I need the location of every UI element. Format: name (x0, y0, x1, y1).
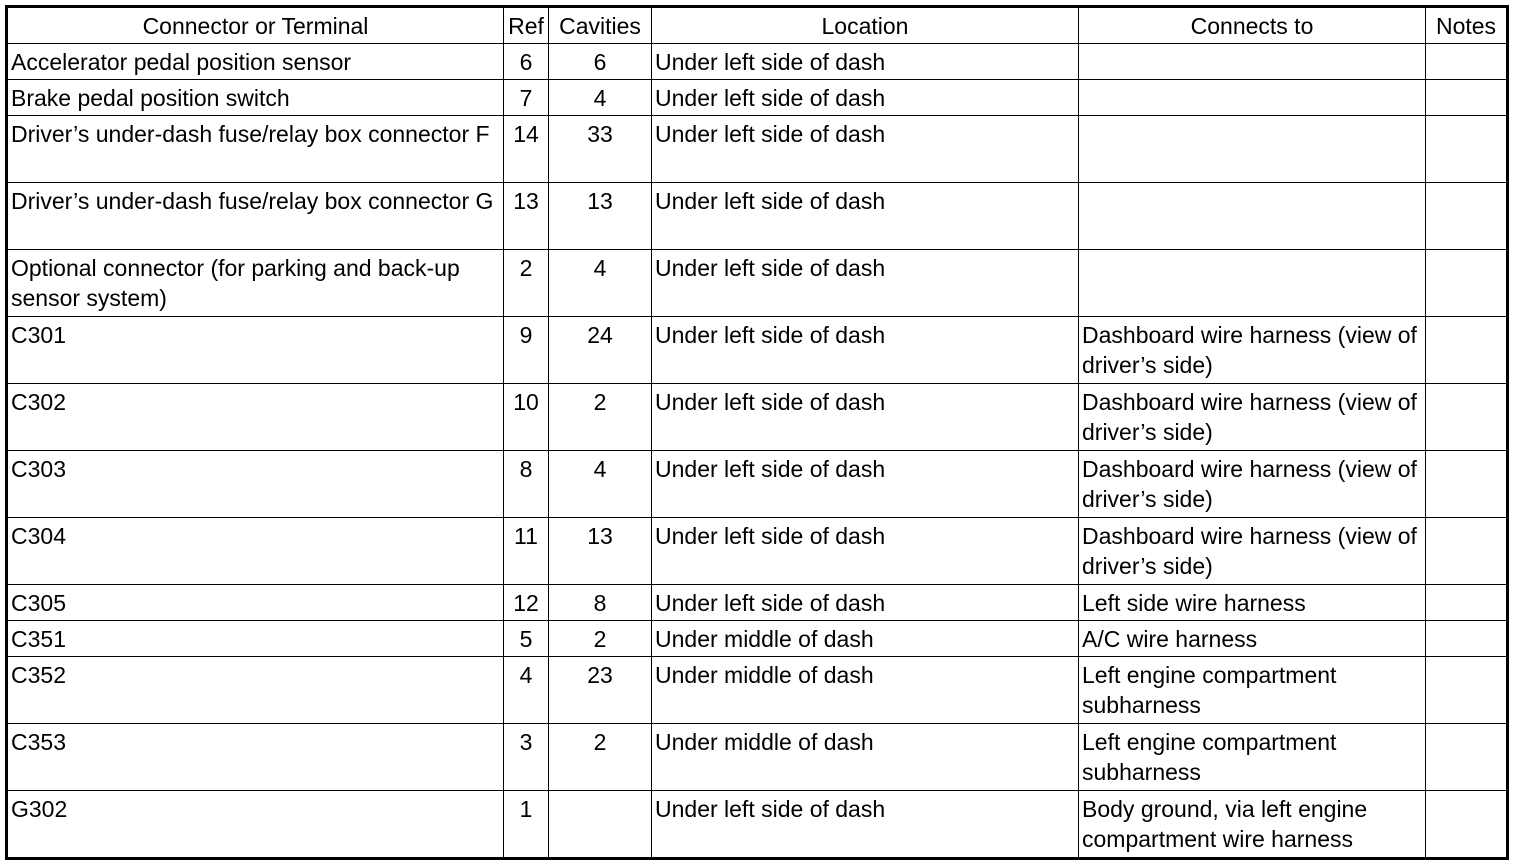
header-cavities: Cavities (549, 7, 652, 44)
notes-cell (1426, 116, 1508, 183)
notes-cell (1426, 384, 1508, 451)
connects-to-cell: Left side wire harness (1079, 585, 1426, 621)
location-cell: Under left side of dash (652, 80, 1079, 116)
ref-cell: 13 (504, 183, 549, 250)
location-cell: Under left side of dash (652, 250, 1079, 317)
connector-cell: Brake pedal position switch (7, 80, 504, 116)
connects-to-cell (1079, 80, 1426, 116)
connector-cell: C302 (7, 384, 504, 451)
table-row (7, 44, 1508, 80)
connects-to-cell (1079, 250, 1426, 317)
connector-table (5, 5, 1509, 860)
location-cell: Under middle of dash (652, 657, 1079, 724)
ref-cell: 14 (504, 116, 549, 183)
cavities-cell: 24 (549, 317, 652, 384)
connects-to-cell: Dashboard wire harness (view of driver’s side) (1079, 317, 1426, 384)
connects-to-cell (1079, 44, 1426, 80)
cavities-cell: 6 (549, 44, 652, 80)
connects-to-cell: Dashboard wire harness (view of driver’s side) (1079, 384, 1426, 451)
notes-cell (1426, 585, 1508, 621)
cavities-cell: 33 (549, 116, 652, 183)
connects-to-cell: A/C wire harness (1079, 621, 1426, 657)
notes-cell (1426, 183, 1508, 250)
connector-cell: C353 (7, 724, 504, 791)
connector-cell: Optional connector (for parking and back-up sensor system) (7, 250, 504, 317)
ref-cell: 2 (504, 250, 549, 317)
connects-to-cell: Left engine compartment subharness (1079, 657, 1426, 724)
header-connector: Connector or Terminal (7, 7, 504, 44)
cavities-cell (549, 791, 652, 859)
notes-cell (1426, 518, 1508, 585)
cavities-cell: 2 (549, 621, 652, 657)
header-location: Location (652, 7, 1079, 44)
ref-cell: 8 (504, 451, 549, 518)
connector-cell: C305 (7, 585, 504, 621)
cavities-cell: 13 (549, 183, 652, 250)
location-cell: Under left side of dash (652, 44, 1079, 80)
location-cell: Under left side of dash (652, 518, 1079, 585)
connector-cell: C352 (7, 657, 504, 724)
connects-to-cell: Dashboard wire harness (view of driver’s side) (1079, 518, 1426, 585)
header-notes: Notes (1426, 7, 1508, 44)
cavities-cell: 2 (549, 724, 652, 791)
connects-to-cell: Body ground, via left engine compartment wire harness (1079, 791, 1426, 859)
table-row (7, 518, 1508, 585)
cavities-cell: 2 (549, 384, 652, 451)
connector-cell: C351 (7, 621, 504, 657)
cavities-cell: 4 (549, 80, 652, 116)
ref-cell: 7 (504, 80, 549, 116)
table-row (7, 451, 1508, 518)
location-cell: Under left side of dash (652, 384, 1079, 451)
connector-cell: Driver’s under-dash fuse/relay box connector G (7, 183, 504, 250)
connector-cell: Accelerator pedal position sensor (7, 44, 504, 80)
table-row (7, 384, 1508, 451)
location-cell: Under middle of dash (652, 724, 1079, 791)
location-cell: Under left side of dash (652, 317, 1079, 384)
table-row (7, 724, 1508, 791)
connector-cell: C304 (7, 518, 504, 585)
connects-to-cell: Left engine compartment subharness (1079, 724, 1426, 791)
ref-cell: 9 (504, 317, 549, 384)
ref-cell: 5 (504, 621, 549, 657)
cavities-cell: 13 (549, 518, 652, 585)
notes-cell (1426, 250, 1508, 317)
table-row (7, 621, 1508, 657)
ref-cell: 10 (504, 384, 549, 451)
location-cell: Under middle of dash (652, 621, 1079, 657)
notes-cell (1426, 44, 1508, 80)
location-cell: Under left side of dash (652, 451, 1079, 518)
connector-cell: G302 (7, 791, 504, 859)
notes-cell (1426, 317, 1508, 384)
ref-cell: 11 (504, 518, 549, 585)
table-row (7, 116, 1508, 183)
connector-cell: C301 (7, 317, 504, 384)
connector-cell: C303 (7, 451, 504, 518)
connects-to-cell: Dashboard wire harness (view of driver’s side) (1079, 451, 1426, 518)
cavities-cell: 8 (549, 585, 652, 621)
table-row (7, 317, 1508, 384)
notes-cell (1426, 451, 1508, 518)
notes-cell (1426, 80, 1508, 116)
connects-to-cell (1079, 183, 1426, 250)
cavities-cell: 23 (549, 657, 652, 724)
table-row (7, 657, 1508, 724)
connects-to-cell (1079, 116, 1426, 183)
notes-cell (1426, 724, 1508, 791)
notes-cell (1426, 621, 1508, 657)
table-row (7, 250, 1508, 317)
table-row (7, 585, 1508, 621)
cavities-cell: 4 (549, 451, 652, 518)
table-row (7, 791, 1508, 859)
ref-cell: 12 (504, 585, 549, 621)
ref-cell: 3 (504, 724, 549, 791)
location-cell: Under left side of dash (652, 116, 1079, 183)
connector-cell: Driver’s under-dash fuse/relay box connector F (7, 116, 504, 183)
location-cell: Under left side of dash (652, 791, 1079, 859)
notes-cell (1426, 791, 1508, 859)
ref-cell: 1 (504, 791, 549, 859)
header-row (7, 7, 1508, 44)
ref-cell: 4 (504, 657, 549, 724)
cavities-cell: 4 (549, 250, 652, 317)
table-row (7, 80, 1508, 116)
notes-cell (1426, 657, 1508, 724)
header-ref: Ref (504, 7, 549, 44)
location-cell: Under left side of dash (652, 585, 1079, 621)
header-connects-to: Connects to (1079, 7, 1426, 44)
location-cell: Under left side of dash (652, 183, 1079, 250)
ref-cell: 6 (504, 44, 549, 80)
table-row (7, 183, 1508, 250)
